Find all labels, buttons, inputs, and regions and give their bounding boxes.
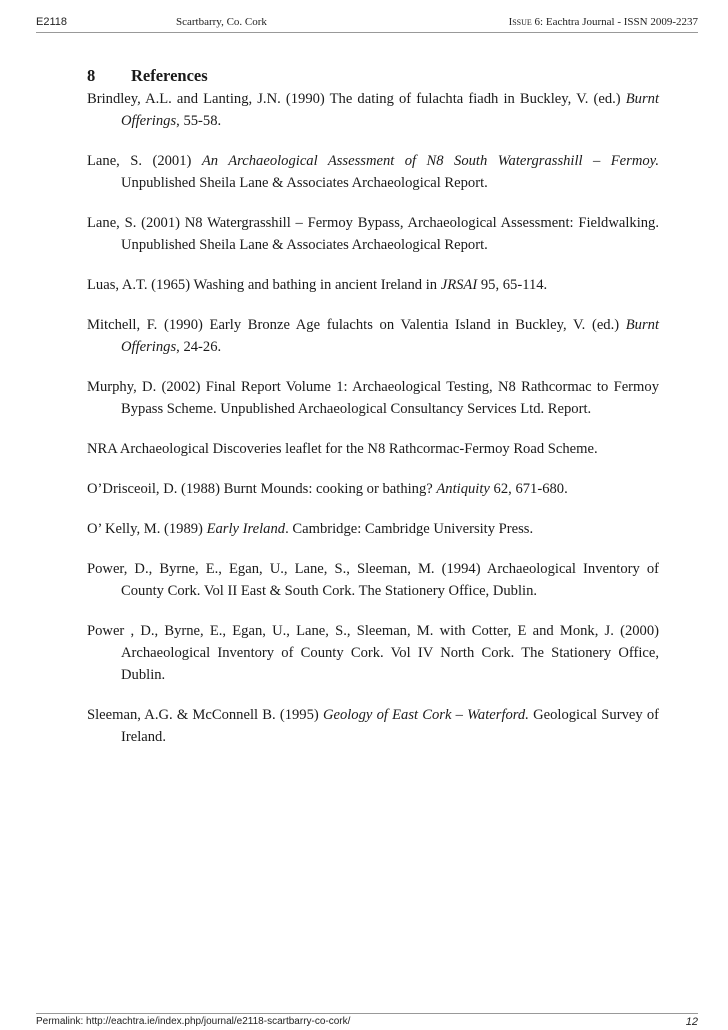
reference-item: Mitchell, F. (1990) Early Bronze Age fulachts on Valentia Island in Buckley, V. (ed.) Burnt Offerings, 24-26. [87, 317, 659, 355]
permalink-link[interactable]: Permalink: http://eachtra.ie/index.php/journal/e2118-scartbarry-co-cork/ [36, 1016, 351, 1027]
issue-word: Issue [508, 16, 532, 28]
reference-item: Power , D., Byrne, E., Egan, U., Lane, S., Sleeman, M. with Cotter, E and Monk, J. (2000) Archaeological Inventory of County Cork. Vol IV North Cork. The Stationery Office, Dublin. [87, 623, 659, 683]
reference-item: O’ Kelly, M. (1989) Early Ireland. Cambridge: Cambridge University Press. [87, 521, 534, 537]
reference-item: Murphy, D. (2002) Final Report Volume 1: Archaeological Testing, N8 Rathcormac to Fermoy Bypass Scheme. Unpublished Archaeological Consultancy Services Ltd. Report. [87, 379, 659, 417]
journal-issue [509, 16, 698, 28]
reference-item: Sleeman, A.G. & McConnell B. (1995) Geology of East Cork – Waterford. Geological Survey of Ireland. [87, 707, 659, 745]
reference-item: O’Drisceoil, D. (1988) Burnt Mounds: cooking or bathing? Antiquity 62, 671-680. [87, 481, 568, 497]
issue-details: 6: Eachtra Journal - ISSN 2009-2237 [531, 16, 698, 28]
site-location: Scartbarry, Co. Cork [176, 16, 267, 28]
reference-item: Brindley, A.L. and Lanting, J.N. (1990) The dating of fulachta fiadh in Buckley, V. (ed.) Burnt Offerings, 55-58. [87, 91, 659, 129]
page-content [87, 66, 659, 766]
page-number: 12 [685, 1016, 698, 1028]
reference-item: Lane, S. (2001) An Archaeological Assessment of N8 South Watergrasshill – Fermoy. Unpublished Sheila Lane & Associates Archaeological Report. [87, 153, 659, 191]
page-footer [36, 1016, 698, 1030]
page-header [36, 12, 698, 32]
reference-item: Lane, S. (2001) N8 Watergrasshill – Fermoy Bypass, Archaeological Assessment: Fieldwalking. Unpublished Sheila Lane & Associates Archaeological Report. [87, 215, 659, 253]
reference-item: NRA Archaeological Discoveries leaflet for the N8 Rathcormac-Fermoy Road Scheme. [87, 441, 598, 457]
header-divider [36, 32, 698, 33]
section-title: References [131, 66, 208, 85]
footer-divider [36, 1013, 698, 1014]
report-code: E2118 [36, 16, 67, 28]
reference-item: Luas, A.T. (1965) Washing and bathing in ancient Ireland in JRSAI 95, 65-114. [87, 277, 548, 293]
section-number: 8 [87, 66, 96, 85]
reference-item: Power, D., Byrne, E., Egan, U., Lane, S., Sleeman, M. (1994) Archaeological Inventory of County Cork. Vol II East & South Cork. The Stationery Office, Dublin. [87, 561, 659, 599]
section-heading [87, 66, 659, 86]
